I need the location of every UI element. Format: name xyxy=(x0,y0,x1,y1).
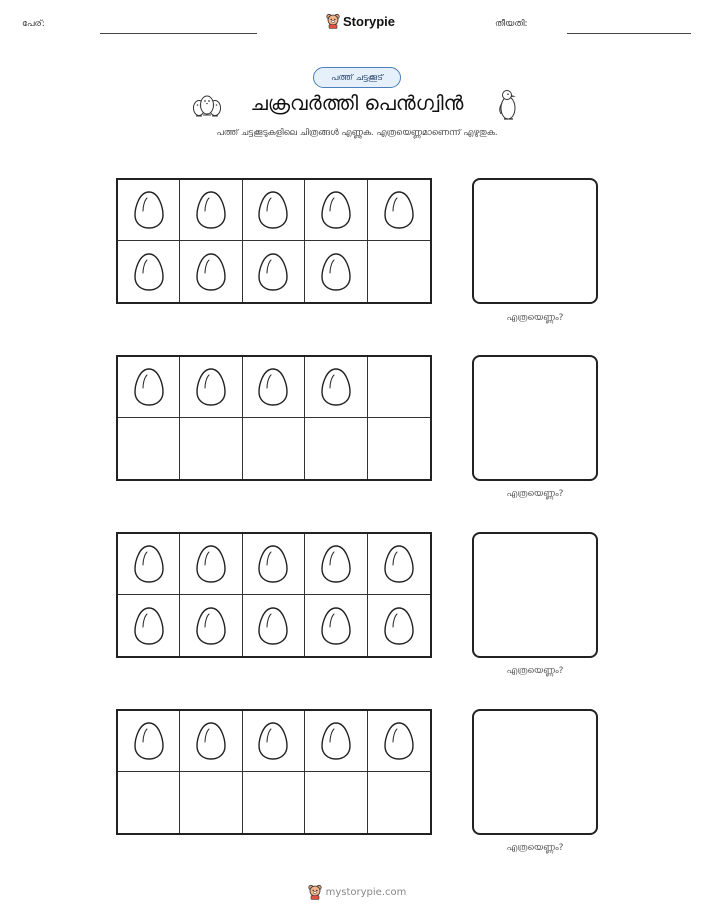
answer-box[interactable] xyxy=(472,178,598,304)
ten-frame xyxy=(116,178,432,304)
frame-cell xyxy=(243,180,305,241)
egg-icon xyxy=(134,606,164,646)
date-line[interactable] xyxy=(567,33,691,34)
worksheet-type-badge: പത്ത് ചട്ടക്കൂട് xyxy=(313,67,401,88)
footer xyxy=(0,884,714,900)
ten-frame xyxy=(116,709,432,835)
egg-icon xyxy=(384,190,414,230)
frame-cell xyxy=(305,711,367,772)
egg-icon xyxy=(321,252,351,292)
answer-box[interactable] xyxy=(472,532,598,658)
date-label: തീയതി: xyxy=(495,19,528,29)
frame-cell xyxy=(180,357,242,418)
frame-cell xyxy=(243,595,305,656)
frame-cell xyxy=(118,534,180,595)
frame-cell xyxy=(368,534,430,595)
frame-cell xyxy=(305,534,367,595)
frame-cell xyxy=(305,357,367,418)
egg-icon xyxy=(196,606,226,646)
egg-icon xyxy=(321,721,351,761)
frame-cell xyxy=(305,241,367,302)
frame-cell xyxy=(305,595,367,656)
egg-icon xyxy=(134,367,164,407)
frame-cell xyxy=(368,357,430,418)
frame-cell xyxy=(180,711,242,772)
frame-cell xyxy=(243,241,305,302)
egg-icon xyxy=(134,544,164,584)
egg-icon xyxy=(258,367,288,407)
ten-frame xyxy=(116,532,432,658)
egg-icon xyxy=(134,252,164,292)
frame-cell xyxy=(118,418,180,479)
egg-icon xyxy=(258,544,288,584)
frame-cell xyxy=(118,357,180,418)
frame-cell xyxy=(180,534,242,595)
frame-cell xyxy=(180,180,242,241)
instructions: പത്ത് ചട്ടക്കൂടുകളിലെ ചിത്രങ്ങൾ എണ്ണുക. എത്രയെണ്ണമാണെന്ന് എഴുതുക. xyxy=(216,128,498,138)
egg-icon xyxy=(196,721,226,761)
brand-name: Storypie xyxy=(343,13,396,29)
egg-icon xyxy=(196,367,226,407)
frame-cell xyxy=(305,772,367,833)
name-label: പേര്: xyxy=(22,19,45,29)
frame-cell xyxy=(180,772,242,833)
egg-icon xyxy=(321,544,351,584)
frame-cell xyxy=(243,772,305,833)
egg-icon xyxy=(196,252,226,292)
egg-icon xyxy=(258,252,288,292)
ten-frame xyxy=(116,355,432,481)
frame-cell xyxy=(368,711,430,772)
frame-cell xyxy=(180,595,242,656)
penguin-chicks-icon xyxy=(192,90,222,118)
egg-icon xyxy=(321,190,351,230)
how-many-label: എത്രയെണ്ണം? xyxy=(506,843,564,853)
frame-cell xyxy=(368,595,430,656)
answer-box[interactable] xyxy=(472,355,598,481)
frame-cell xyxy=(118,711,180,772)
egg-icon xyxy=(196,190,226,230)
egg-icon xyxy=(258,721,288,761)
brand xyxy=(326,13,395,29)
egg-icon xyxy=(384,606,414,646)
egg-icon xyxy=(258,190,288,230)
frame-cell xyxy=(118,772,180,833)
frame-cell xyxy=(118,595,180,656)
egg-icon xyxy=(321,367,351,407)
frame-cell xyxy=(368,772,430,833)
frame-cell xyxy=(118,241,180,302)
frame-cell xyxy=(180,418,242,479)
egg-icon xyxy=(384,544,414,584)
frame-cell xyxy=(368,241,430,302)
frame-cell xyxy=(368,180,430,241)
emperor-penguin-icon xyxy=(497,89,519,121)
egg-icon xyxy=(134,190,164,230)
frame-cell xyxy=(305,180,367,241)
storypie-bear-logo-icon xyxy=(326,13,340,29)
frame-cell xyxy=(305,418,367,479)
egg-icon xyxy=(134,721,164,761)
frame-cell xyxy=(243,418,305,479)
egg-icon xyxy=(258,606,288,646)
frame-cell xyxy=(243,534,305,595)
frame-cell xyxy=(243,711,305,772)
frame-cell xyxy=(118,180,180,241)
footer-url[interactable]: mystorypie.com xyxy=(325,886,407,898)
egg-icon xyxy=(196,544,226,584)
how-many-label: എത്രയെണ്ണം? xyxy=(506,666,564,676)
egg-icon xyxy=(384,721,414,761)
frame-cell xyxy=(368,418,430,479)
how-many-label: എത്രയെണ്ണം? xyxy=(506,313,564,323)
how-many-label: എത്രയെണ്ണം? xyxy=(506,489,564,499)
answer-box[interactable] xyxy=(472,709,598,835)
egg-icon xyxy=(321,606,351,646)
storypie-bear-logo-icon xyxy=(308,884,322,900)
frame-cell xyxy=(243,357,305,418)
worksheet-title: ചക്രവർത്തി പെൻഗ്വിൻ xyxy=(250,91,464,115)
frame-cell xyxy=(180,241,242,302)
name-line[interactable] xyxy=(100,33,257,34)
